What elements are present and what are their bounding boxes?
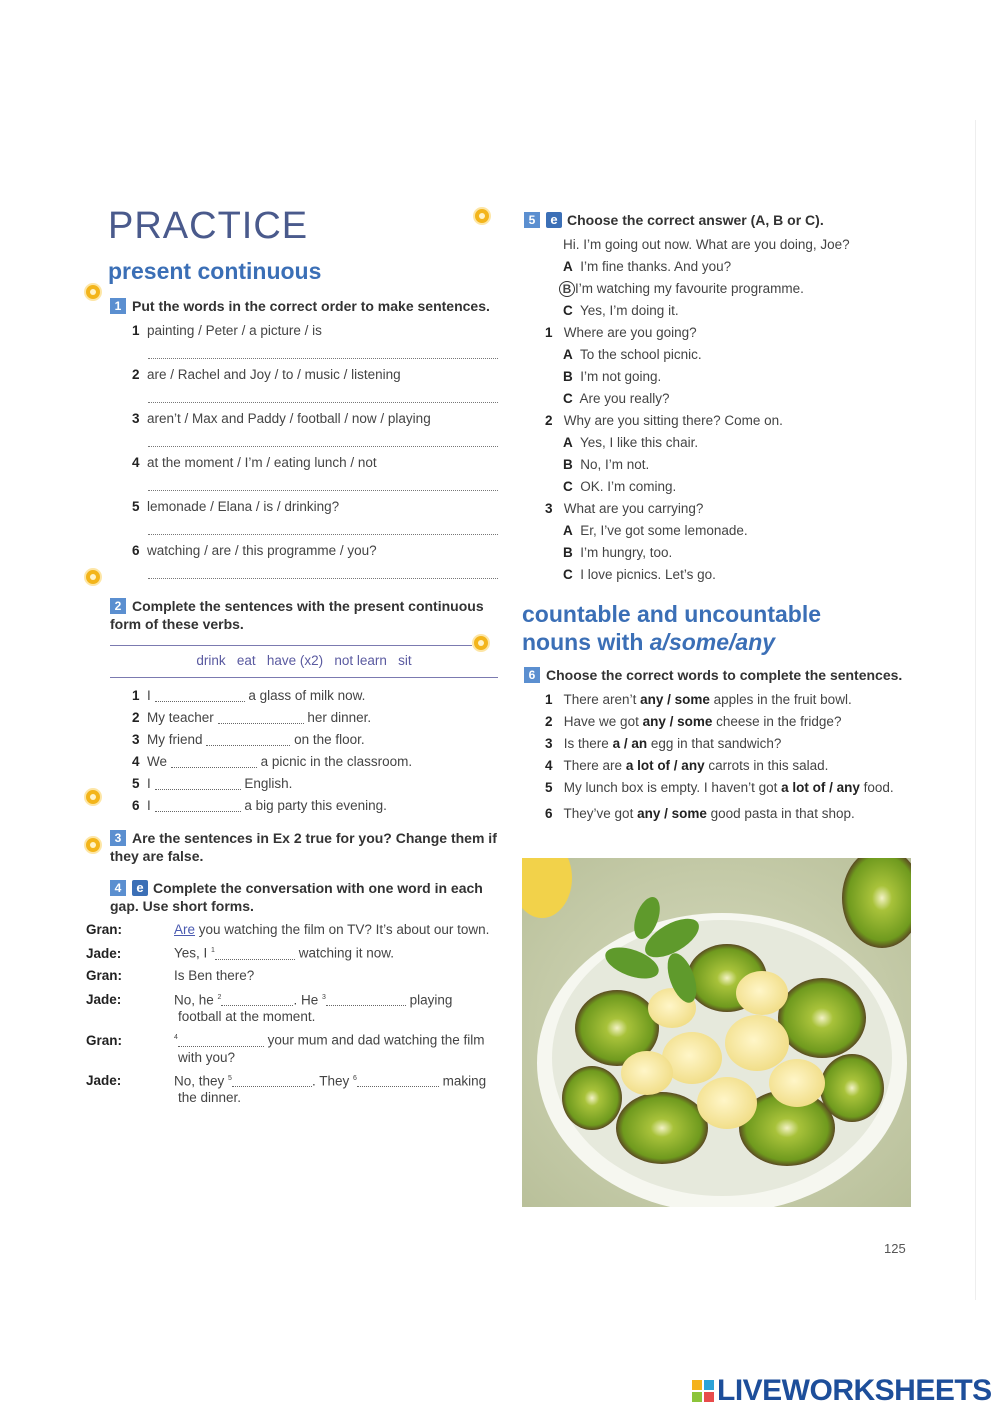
answer-option[interactable]: C OK. I’m coming. <box>563 479 677 494</box>
ex5-instruction: 5 e Choose the correct answer (A, B or C). <box>524 211 904 229</box>
word-choice[interactable]: a lot of / any <box>781 780 860 795</box>
ex3-instruction: 3 Are the sentences in Ex 2 true for you? Change them if they are false. <box>110 830 497 864</box>
answer-option[interactable]: A I’m fine thanks. And you? <box>563 259 732 274</box>
sun-icon <box>472 634 490 652</box>
answer-line[interactable] <box>148 357 498 359</box>
answer-option[interactable]: B I’m hungry, too. <box>563 545 673 560</box>
section-title-present-continuous: present continuous <box>108 258 322 284</box>
ex4-conversation <box>86 921 492 1106</box>
verb-box: drink eat have (x2) not learn sit <box>196 653 412 668</box>
watermark-logo <box>692 1376 992 1406</box>
gap-input[interactable] <box>218 711 304 724</box>
list-item: 5 My lunch box is empty. I haven’t got a lot of / any food. <box>545 780 894 795</box>
gap-input[interactable] <box>221 993 293 1006</box>
gap-input[interactable] <box>155 689 245 702</box>
sun-icon <box>84 836 102 854</box>
conversation-line: Jade: Yes, I $^1$ watching it now. <box>86 945 394 961</box>
divider <box>110 645 472 646</box>
example-answer: Are <box>174 922 196 937</box>
list-item: 4 There are a lot of / any carrots in this salad. <box>545 758 829 773</box>
answer-option[interactable]: A Er, I’ve got some lemonade. <box>563 523 748 538</box>
answer-option[interactable]: C I love picnics. Let’s go. <box>563 567 716 582</box>
gap-input[interactable] <box>232 1074 312 1087</box>
conversation-line: Jade: No, they $^5$ . They $^6$ making the dinner. <box>86 1073 487 1105</box>
answer-option[interactable]: B No, I’m not. <box>563 457 650 472</box>
fruit-salad-photo <box>522 858 911 1207</box>
question: 2 Why are you sitting there? Come on. <box>545 413 783 428</box>
ex5-number: 5 <box>524 212 540 228</box>
e-icon: e <box>546 212 562 228</box>
ex6-number: 6 <box>524 667 540 683</box>
page-edge <box>975 120 976 1300</box>
answer-option[interactable]: A Yes, I like this chair. <box>563 435 699 450</box>
question: 3 What are you carrying? <box>545 501 704 516</box>
answer-option[interactable]: A To the school picnic. <box>563 347 702 362</box>
ex1-number: 1 <box>110 298 126 314</box>
ex6-list <box>545 691 905 827</box>
ex1-instruction: 1 Put the words in the correct order to make sentences. <box>110 297 510 315</box>
list-item: 5 I English. <box>132 776 293 791</box>
divider <box>110 677 498 678</box>
list-item: 1 There aren’t any / some apples in the fruit bowl. <box>545 692 852 707</box>
gap-input[interactable] <box>171 755 257 768</box>
list-item: 2 Have we got any / some cheese in the fridge? <box>545 714 842 729</box>
watermark-text: LIVEWORKSHEETS <box>717 1374 992 1407</box>
list-item: 3 Is there a / an egg in that sandwich? <box>545 736 782 751</box>
sun-icon <box>473 207 491 225</box>
list-item: 1 painting / Peter / a picture / is <box>132 322 498 366</box>
ex4-number: 4 <box>110 880 126 896</box>
ex2-list <box>132 687 502 819</box>
answer-line[interactable] <box>148 401 498 403</box>
word-choice[interactable]: a / an <box>612 736 648 751</box>
gap-input[interactable] <box>155 777 241 790</box>
gap-input[interactable] <box>206 733 290 746</box>
conversation-line: Gran: Is Ben there? <box>86 967 255 983</box>
page-number: 125 <box>884 1241 906 1256</box>
ex2-number: 2 <box>110 598 126 614</box>
ex5-intro: Hi. I’m going out now. What are you doing, Joe? <box>563 237 850 252</box>
word-choice[interactable]: any / some <box>642 714 713 729</box>
answer-option[interactable]: B I’m not going. <box>563 369 662 384</box>
gap-input[interactable] <box>357 1074 439 1087</box>
list-item: 6 They’ve got any / some good pasta in that shop. <box>545 806 855 821</box>
ex6-instruction: 6 Choose the correct words to complete the sentences. <box>524 666 914 684</box>
answer-line[interactable] <box>148 577 498 579</box>
ex3-number: 3 <box>110 830 126 846</box>
list-item: 5 lemonade / Elana / is / drinking? <box>132 498 498 542</box>
list-item: 2 My teacher her dinner. <box>132 710 372 725</box>
word-choice[interactable]: a lot of / any <box>625 758 705 773</box>
ex1-list <box>132 322 498 586</box>
section-title-countable: countable and uncountable nouns with a/some/any <box>522 601 822 655</box>
gap-input[interactable] <box>178 1034 264 1047</box>
sun-icon <box>84 568 102 586</box>
liveworksheets-icon <box>692 1380 714 1402</box>
answer-line[interactable] <box>148 489 498 491</box>
answer-line[interactable] <box>148 533 498 535</box>
sun-icon <box>84 283 102 301</box>
ex4-instruction: 4 e Complete the conversation with one word in each gap. Use short forms. <box>110 880 483 914</box>
conversation-line: Gran: Are you watching the film on TV? It’s about our town. <box>86 922 490 937</box>
answer-option-selected[interactable]: B I’m watching my favourite programme. <box>545 280 925 302</box>
gap-input[interactable] <box>326 993 406 1006</box>
list-item: 1 I a glass of milk now. <box>132 688 366 703</box>
answer-option[interactable]: C Yes, I’m doing it. <box>563 303 679 318</box>
list-item: 6 I a big party this evening. <box>132 798 387 813</box>
gap-input[interactable] <box>215 947 295 960</box>
answer-line[interactable] <box>148 445 498 447</box>
conversation-line: Gran: $^4$ your mum and dad watching the film with you? <box>86 1032 485 1065</box>
e-icon: e <box>132 880 148 896</box>
list-item: 3 aren’t / Max and Paddy / football / now / playing <box>132 410 498 454</box>
word-choice[interactable]: any / some <box>640 692 710 707</box>
list-item: 4 We a picnic in the classroom. <box>132 754 413 769</box>
gap-input[interactable] <box>155 799 241 812</box>
list-item: 2 are / Rachel and Joy / to / music / listening <box>132 366 498 410</box>
ex2-instruction: 2 Complete the sentences with the present continuous form of these verbs. <box>110 598 484 632</box>
list-item: 4 at the moment / I’m / eating lunch / not <box>132 454 498 498</box>
conversation-line: Jade: No, he $^2$ . He $^3$ playing football at the moment. <box>86 992 453 1024</box>
sun-icon <box>84 788 102 806</box>
word-choice[interactable]: any / some <box>637 806 707 821</box>
answer-option[interactable]: C Are you really? <box>563 391 670 406</box>
ex5-list <box>545 236 925 588</box>
list-item: 3 My friend on the floor. <box>132 732 365 747</box>
page-title: PRACTICE <box>108 205 309 247</box>
question: 1 Where are you going? <box>545 325 697 340</box>
list-item: 6 watching / are / this programme / you? <box>132 542 498 586</box>
